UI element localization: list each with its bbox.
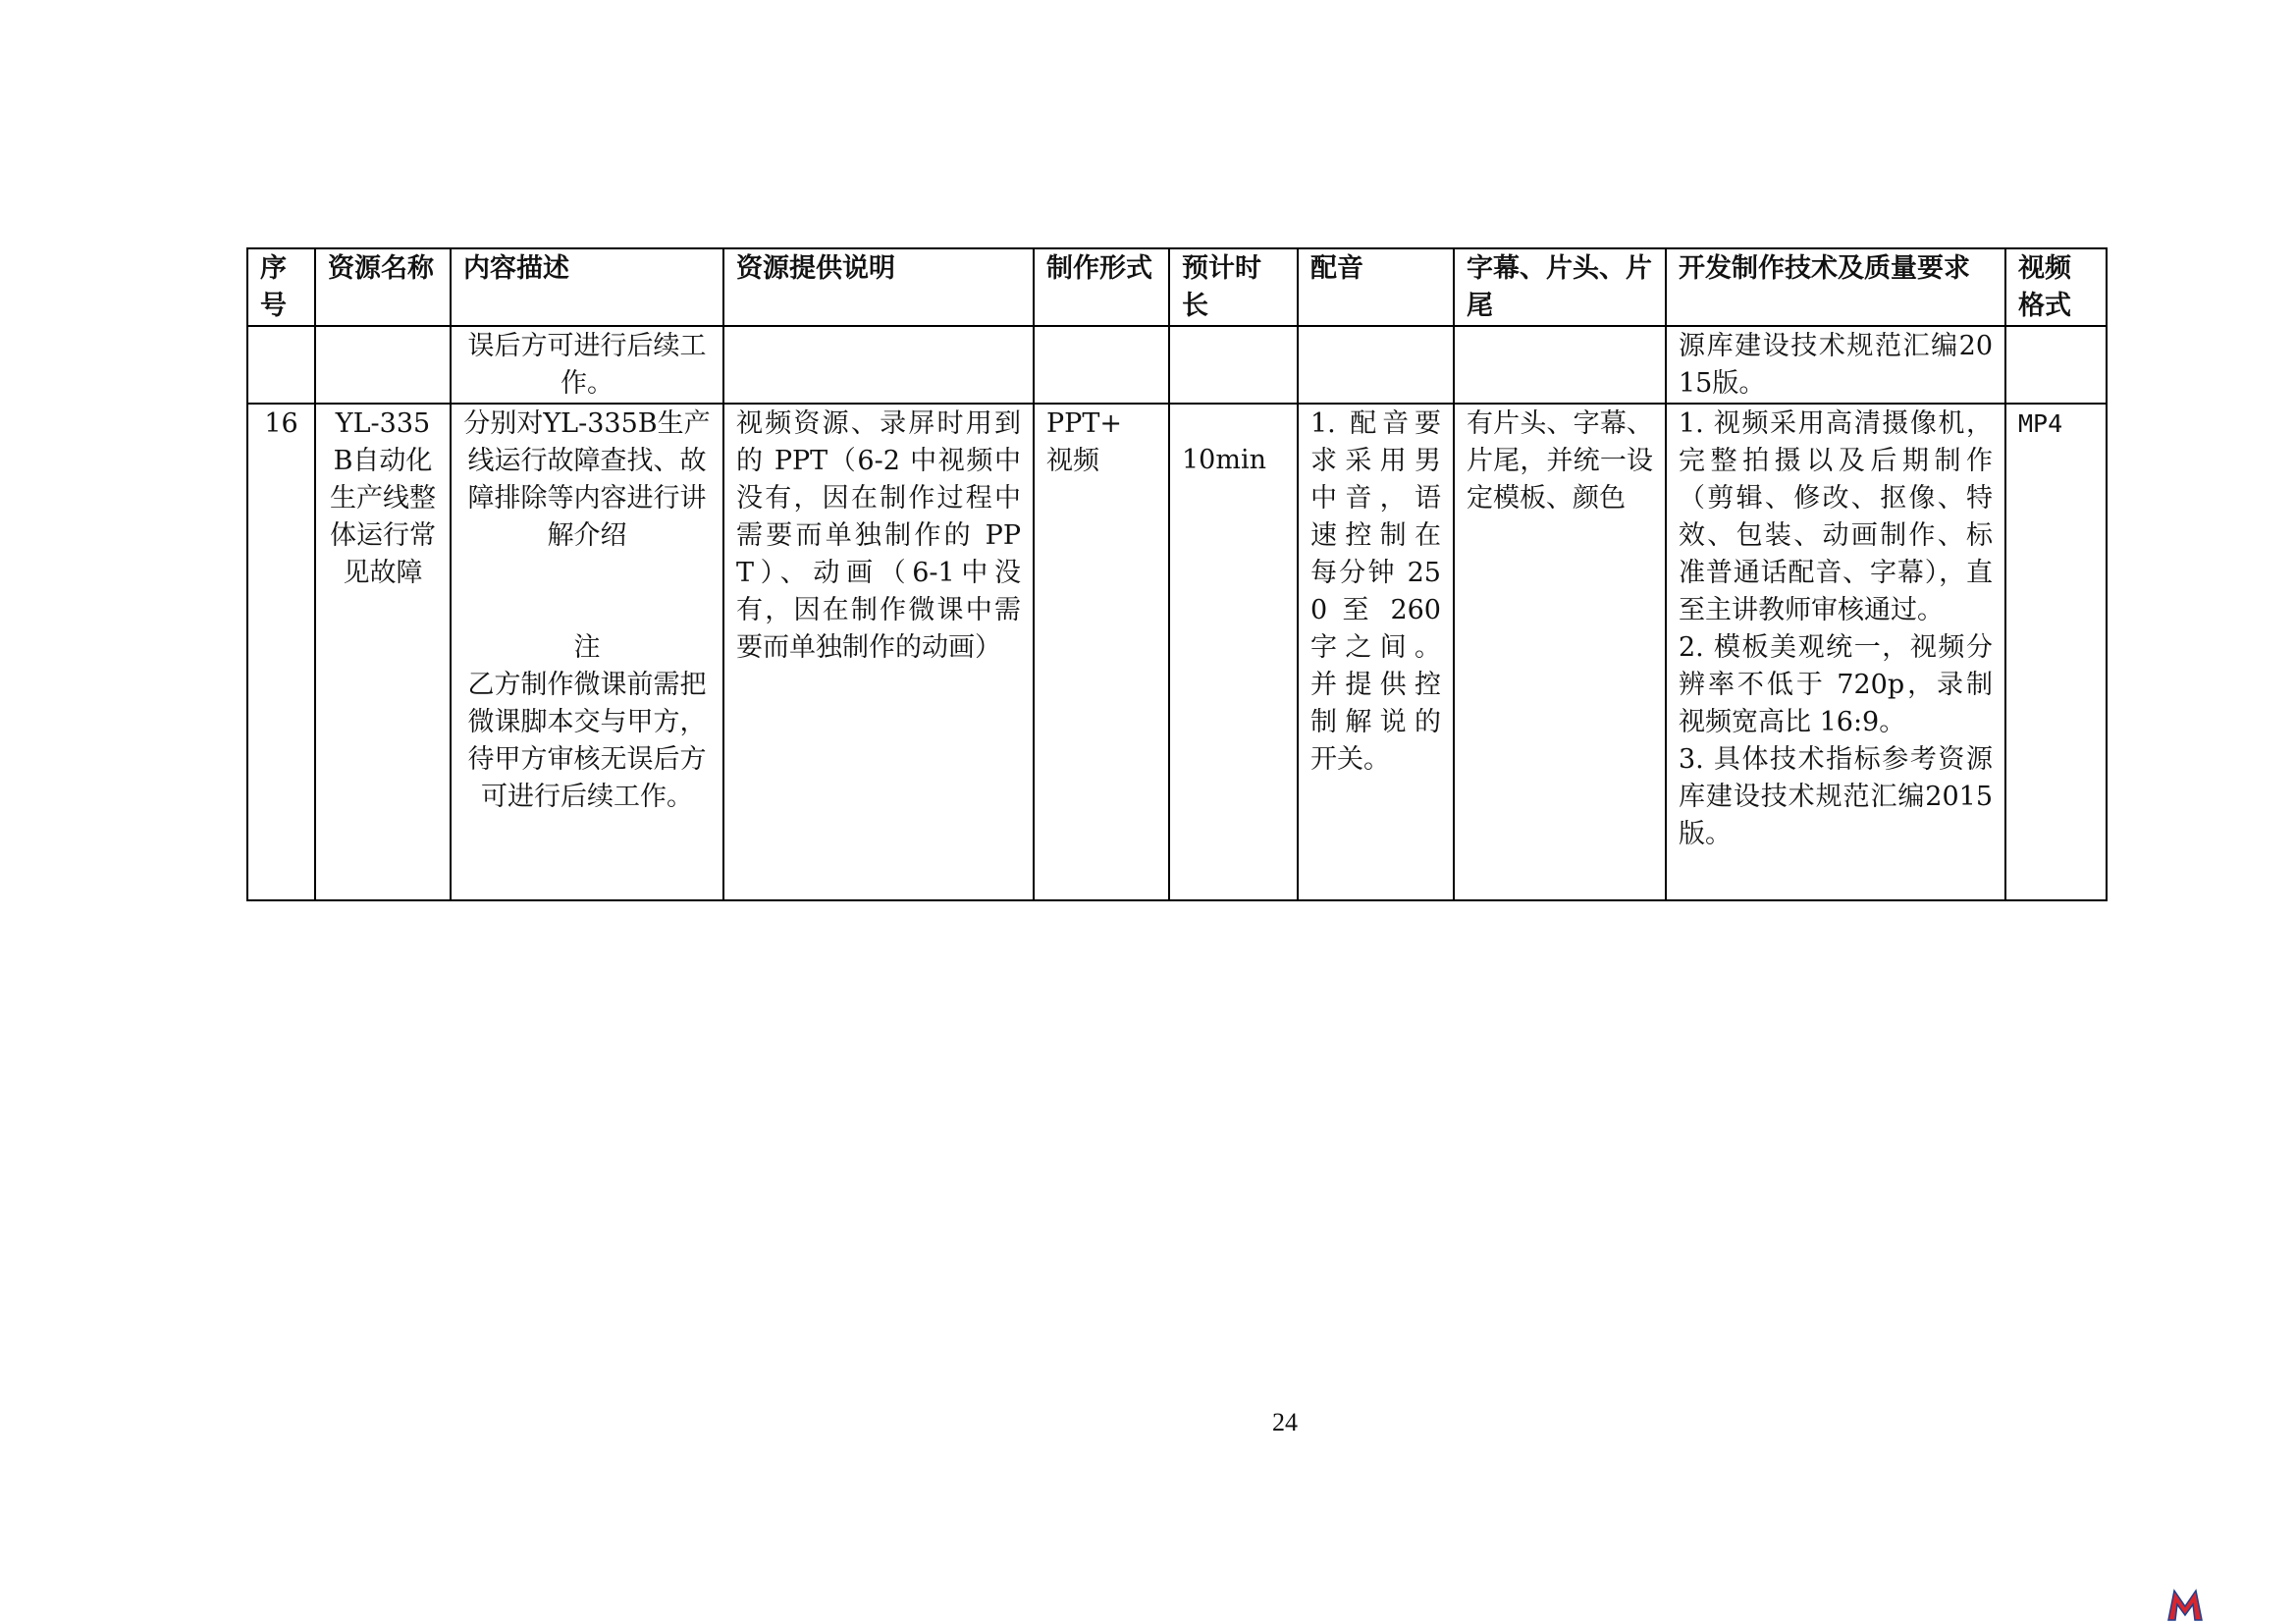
header-subtitles: 字幕、片头、片尾 (1454, 248, 1666, 326)
spacer (463, 555, 711, 629)
cell-voice (1298, 326, 1454, 404)
cell-format (2005, 326, 2107, 404)
cell-form (1034, 326, 1169, 404)
header-content: 内容描述 (451, 248, 723, 326)
page-number: 24 (1272, 1408, 1298, 1436)
table-header-row (247, 248, 2107, 326)
cell-requirements: 1. 视频采用高清摄像机，完整拍摄以及后期制作（剪辑、修改、抠像、特效、包装、动画制作、标准普通话配音、字幕），直至主讲教师审核通过。 2. 模板美观统一，视频分辨率不低于 720p，录制视频宽高比 16:9。 3. 具体技术指标参考资源库建设技术规范汇编2015版。 (1666, 404, 2005, 900)
cell-duration: 10min (1169, 404, 1298, 900)
cell-duration (1169, 326, 1298, 404)
table-row (247, 404, 2107, 900)
content-note: 乙方制作微课前需把微课脚本交与甲方，待甲方审核无误后方可进行后续工作。 (467, 670, 707, 812)
resource-spec-table (246, 247, 2108, 901)
cell-name (315, 326, 451, 404)
cell-content: 误后方可进行后续工作。 (451, 326, 723, 404)
header-requirements: 开发制作技术及质量要求 (1666, 248, 2005, 326)
cell-requirements: 源库建设技术规范汇编2015版。 (1666, 326, 2005, 404)
header-duration: 预计时长 (1169, 248, 1298, 326)
header-resource: 资源提供说明 (723, 248, 1034, 326)
content-main: 分别对YL-335B生产线运行故障查找、故障排除等内容进行讲解介绍 (463, 408, 711, 551)
cell-form: PPT+ 视频 (1034, 404, 1169, 900)
cell-content (451, 404, 723, 900)
header-name: 资源名称 (315, 248, 451, 326)
cell-resource (723, 326, 1034, 404)
header-voice: 配音 (1298, 248, 1454, 326)
header-form: 制作形式 (1034, 248, 1169, 326)
cell-name: YL-335B自动化生产线整体运行常见故障 (315, 404, 451, 900)
content-note-label: 注 (573, 632, 601, 663)
header-index: 序号 (247, 248, 315, 326)
publisher-logo-icon (2165, 1585, 2205, 1624)
cell-subtitles (1454, 326, 1666, 404)
table-row (247, 326, 2107, 404)
cell-resource: 视频资源、录屏时用到的 PPT（6-2 中视频中没有，因在制作过程中需要而单独制作的 PPT）、动画（6-1中没有，因在制作微课中需要而单独制作的动画） (723, 404, 1034, 900)
header-format: 视频格式 (2005, 248, 2107, 326)
cell-subtitles: 有片头、字幕、片尾，并统一设定模板、颜色 (1454, 404, 1666, 900)
cell-format: MP4 (2005, 404, 2107, 900)
cell-voice: 1. 配音要求采用男中音，语速控制在每分钟 250 至 260 字之间。并提供控制解说的开关。 (1298, 404, 1454, 900)
cell-index (247, 326, 315, 404)
cell-index: 16 (247, 404, 315, 900)
